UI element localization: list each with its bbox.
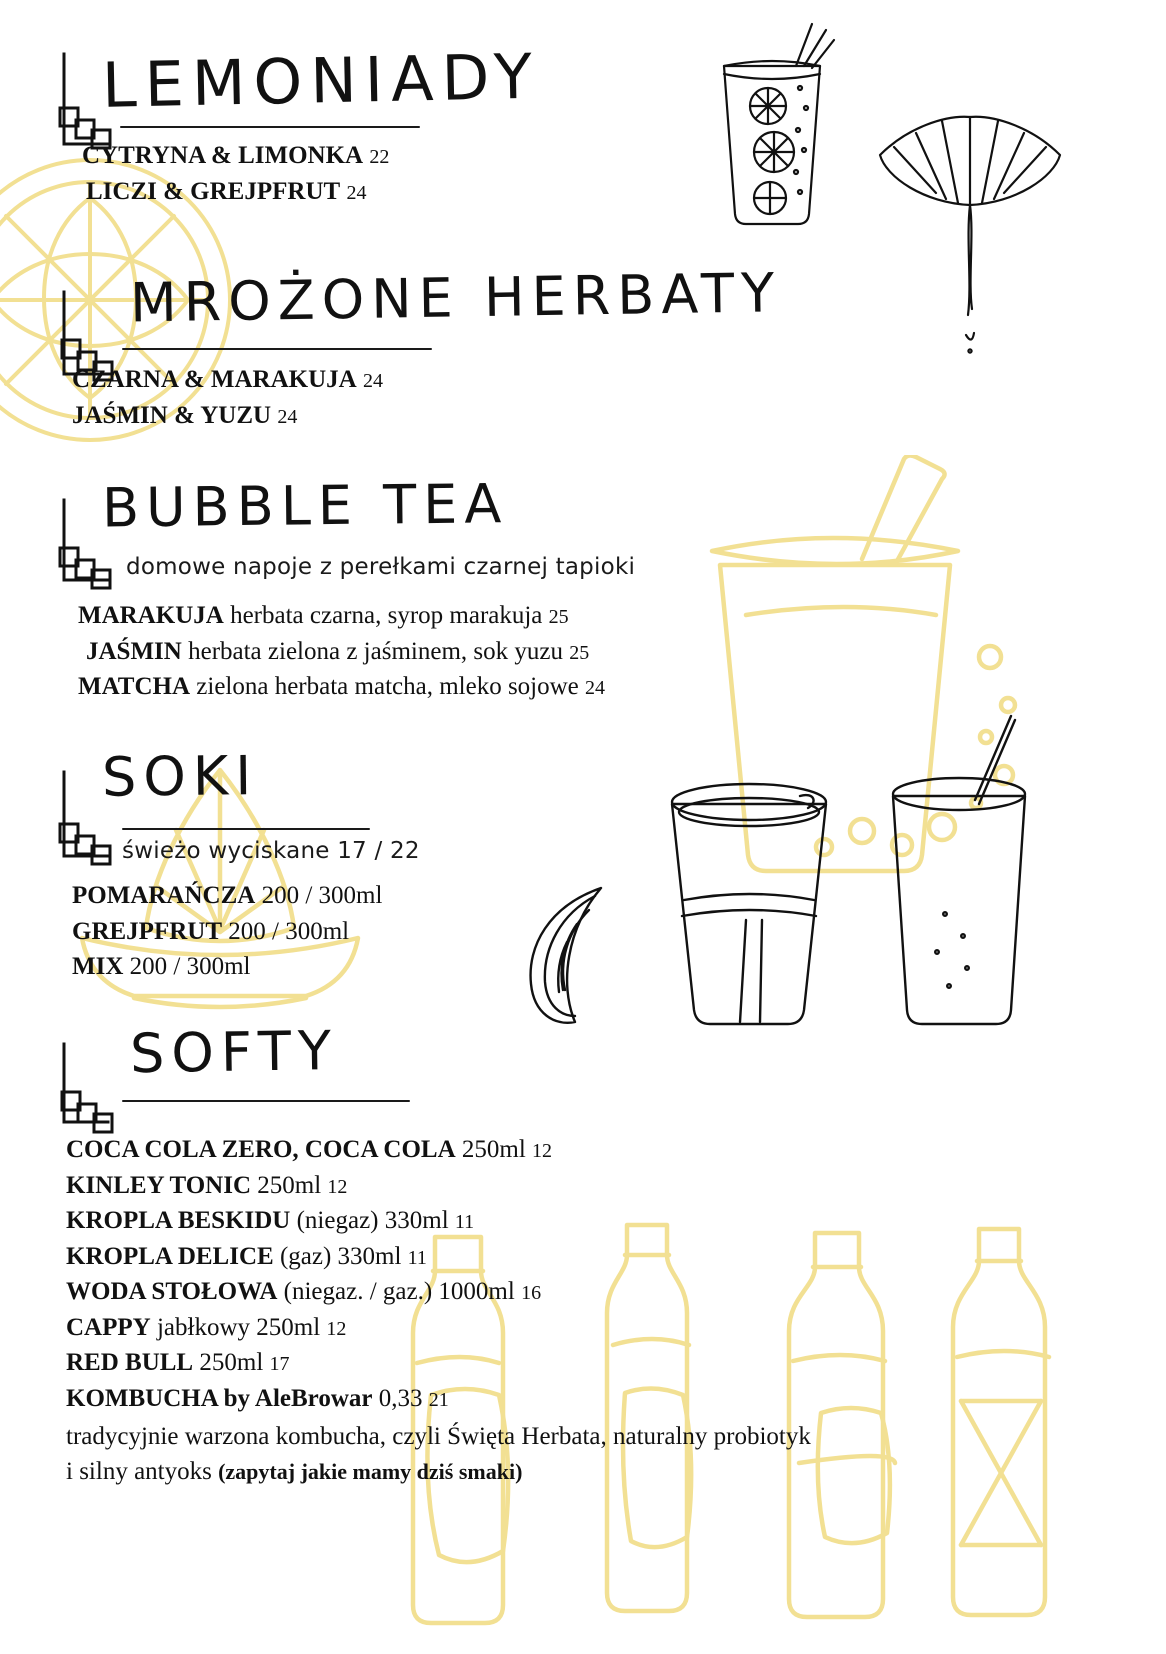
item-desc: 250ml — [461, 1136, 526, 1163]
section-mrozone-herbaty — [60, 261, 960, 433]
item-desc: 200 / 300ml — [261, 882, 383, 909]
list-item — [86, 174, 760, 210]
list-item — [66, 1310, 1060, 1346]
list-item — [66, 1168, 1060, 1204]
section-bubble-tea — [60, 472, 760, 705]
list-item — [72, 398, 960, 434]
item-list-lemoniady — [82, 138, 760, 209]
section-lemoniady — [60, 39, 760, 209]
item-desc: 250ml — [199, 1349, 264, 1376]
section-softy — [60, 1020, 1060, 1489]
item-price: 24 — [346, 181, 367, 204]
list-item — [72, 878, 620, 914]
item-desc: jabłkowy 250ml — [156, 1313, 321, 1341]
item-name: KOMBUCHA by AleBrowar — [66, 1384, 373, 1412]
list-item — [72, 949, 620, 985]
item-name: KROPLA DELICE — [66, 1242, 274, 1270]
item-name: COCA COLA ZERO, COCA COLA — [66, 1136, 456, 1163]
item-price: 12 — [326, 1317, 347, 1340]
list-item — [72, 914, 620, 950]
item-name: KINLEY TONIC — [66, 1171, 252, 1199]
item-price: 11 — [407, 1246, 427, 1269]
section-heading-bubble-tea: BUBBLE TEA — [101, 472, 509, 540]
item-name: KROPLA BESKIDU — [66, 1207, 291, 1234]
item-desc: 200 / 300ml — [129, 953, 251, 980]
item-name: JAŚMIN & YUZU — [72, 401, 272, 429]
item-name: JAŚMIN — [86, 637, 182, 665]
item-list-bubble-tea — [78, 598, 760, 705]
item-desc: 200 / 300ml — [228, 917, 350, 945]
section-heading-lemoniady: LEMONIADY — [101, 39, 541, 122]
item-name: RED BULL — [66, 1349, 194, 1376]
section-subtitle-bubble-tea: domowe napoje z perełkami czarnej tapioki — [126, 554, 636, 580]
item-price: 12 — [327, 1175, 348, 1198]
heading-rule — [120, 126, 420, 128]
section-subtitle-soki: świeżo wyciskane 17 / 22 — [122, 838, 420, 864]
item-name: CZARNA & MARAKUJA — [72, 366, 357, 393]
section-heading-softy: SOFTY — [129, 1019, 339, 1086]
footnote-line-1: tradycyjnie warzona kombucha, czyli Święta Herbata, naturalny probiotyk — [66, 1423, 811, 1450]
list-item — [66, 1274, 1060, 1310]
section-heading-soki: SOKI — [101, 744, 259, 809]
item-price: 25 — [569, 641, 590, 664]
item-list-softy — [66, 1132, 1060, 1416]
list-item — [66, 1239, 1060, 1275]
corner-bracket-icon — [52, 282, 132, 397]
item-name: CAPPY — [66, 1313, 151, 1341]
footnote-line-2: i silny antyoks — [66, 1457, 219, 1485]
item-name: LICZI & GREJPFRUT — [86, 177, 341, 205]
item-price: 21 — [428, 1388, 449, 1411]
item-desc: zielona herbata matcha, mleko sojowe — [196, 673, 579, 700]
item-price: 16 — [521, 1282, 542, 1304]
item-list-mrozone-herbaty — [72, 362, 960, 433]
list-item — [66, 1381, 1060, 1417]
list-item — [78, 669, 760, 705]
footnote-line-2-wrap — [66, 1455, 1060, 1490]
item-name: CYTRYNA & LIMONKA — [82, 142, 364, 169]
item-desc: herbata zielona z jaśminem, sok yuzu — [188, 637, 563, 665]
list-item — [66, 1132, 1060, 1168]
item-list-soki — [72, 878, 620, 985]
item-desc: (gaz) 330ml — [279, 1242, 402, 1270]
list-item — [78, 598, 760, 634]
item-name: POMARAŃCZA — [72, 882, 256, 909]
item-price: 22 — [369, 146, 390, 168]
item-desc: (niegaz) 330ml — [296, 1207, 449, 1234]
heading-rule — [122, 1100, 410, 1102]
item-price: 25 — [548, 606, 569, 628]
list-item — [72, 362, 960, 398]
item-desc: herbata czarna, syrop marakuja — [230, 602, 543, 629]
item-name: MATCHA — [78, 673, 191, 700]
list-item — [66, 1203, 1060, 1239]
item-price: 11 — [454, 1211, 475, 1233]
heading-rule — [122, 348, 432, 350]
item-name: MIX — [72, 953, 124, 980]
item-name: MARAKUJA — [78, 602, 224, 629]
footnote-bold: (zapytaj jakie mamy dziś smaki) — [218, 1458, 523, 1484]
section-heading-mrozone-herbaty: MROŻONE HERBATY — [129, 261, 782, 335]
list-item — [66, 1345, 1060, 1381]
section-soki — [60, 744, 620, 985]
list-item — [82, 138, 760, 174]
item-price: 12 — [532, 1140, 553, 1162]
list-item — [86, 634, 760, 670]
item-price: 24 — [277, 405, 298, 428]
item-price: 24 — [585, 677, 606, 699]
item-desc: (niegaz. / gaz.) 1000ml — [283, 1278, 515, 1305]
kombucha-footnote — [66, 1420, 1060, 1489]
item-name: GREJPFRUT — [72, 917, 222, 945]
heading-rule — [122, 828, 370, 830]
item-desc: 0,33 — [378, 1384, 423, 1412]
corner-bracket-icon — [52, 1036, 132, 1151]
item-price: 17 — [269, 1353, 290, 1375]
item-name: WODA STOŁOWA — [66, 1278, 278, 1305]
item-price: 24 — [362, 370, 383, 392]
item-desc: 250ml — [257, 1171, 322, 1199]
